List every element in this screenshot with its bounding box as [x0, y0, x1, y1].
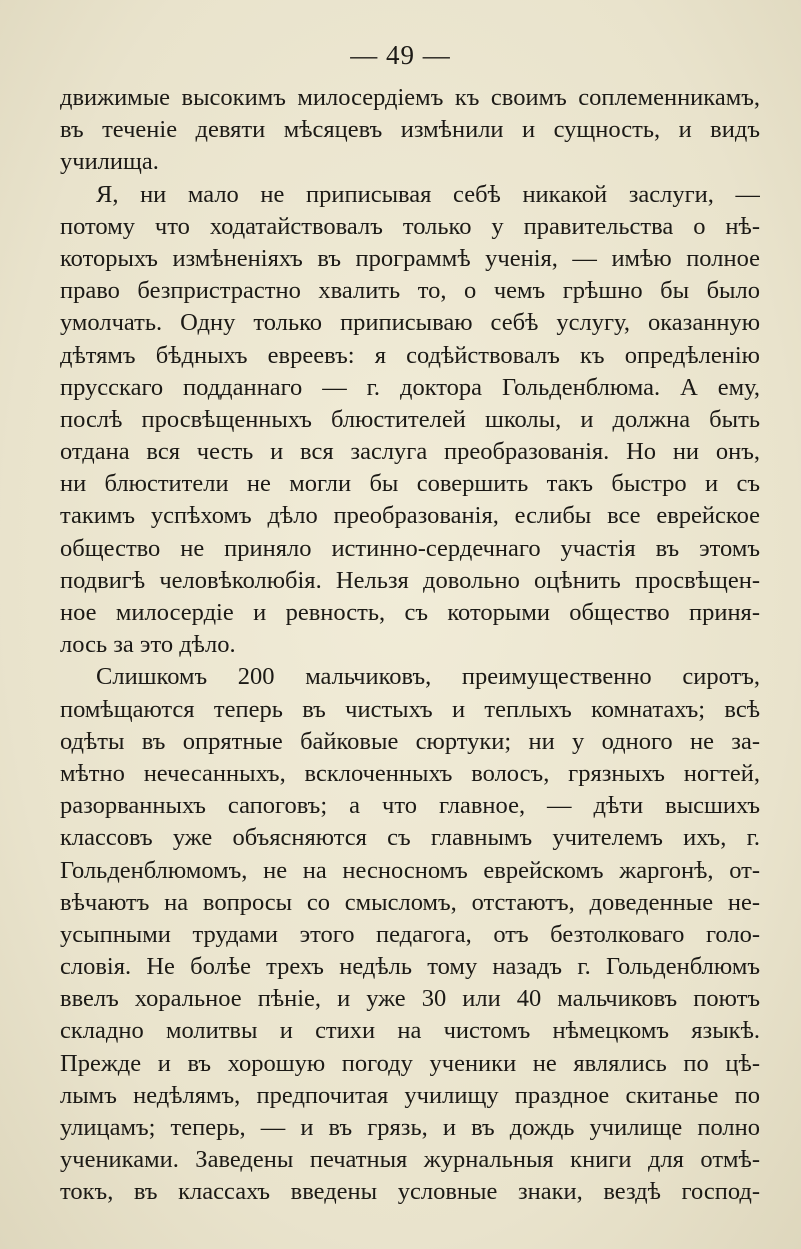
text-line: которыхъ измѣненіяхъ въ программѣ ученія, — имѣю полное: [60, 244, 760, 272]
text-line: одѣты въ опрятные байковые сюртуки; ни у одного не за-: [60, 727, 760, 755]
page-number: — 49 —: [350, 40, 451, 70]
text-line: общество не приняло истинно-сердечнаго участія въ этомъ: [60, 534, 760, 562]
text-line: потому что ходатайствовалъ только у правительства о нѣ-: [60, 212, 760, 240]
text-line: подвигѣ человѣколюбія. Нельзя довольно оцѣнить просвѣщен-: [60, 566, 760, 594]
text-line: отдана вся честь и вся заслуга преобразованія. Но ни онъ,: [60, 438, 760, 466]
text-line: умолчать. Одну только приписываю себѣ услугу, оказанную: [60, 309, 760, 337]
text-line: Я, ни мало не приписывая себѣ никакой заслуги, —: [96, 180, 760, 208]
text-line: лось за это дѣло.: [60, 631, 236, 659]
text-line: классовъ уже объясняются съ главнымъ учителемъ ихъ, г.: [60, 824, 760, 852]
text-line: помѣщаются теперь въ чистыхъ и теплыхъ комнатахъ; всѣ: [60, 695, 760, 723]
text-line: улицамъ; теперь, — и въ грязь, и въ дождь училище полно: [60, 1114, 760, 1141]
text-line: разорванныхъ сапоговъ; а что главное, — дѣти высшихъ: [60, 792, 760, 820]
text-line: словія. Не болѣе трехъ недѣль тому назадъ г. Гольденблюмъ: [60, 953, 760, 981]
text-line: Слишкомъ 200 мальчиковъ, преимущественно сиротъ,: [96, 663, 760, 691]
text-line: лымъ недѣлямъ, предпочитая училищу праздное скитанье по: [60, 1081, 760, 1109]
text-line: складно молитвы и стихи на чистомъ нѣмецкомъ языкѣ.: [60, 1017, 760, 1045]
text-line: ввелъ хоральное пѣніе, и уже 30 или 40 мальчиковъ поютъ: [60, 985, 760, 1013]
text-line: учениками. Заведены печатныя журнальныя книги для отмѣ-: [60, 1146, 760, 1174]
text-line: токъ, въ классахъ введены условные знаки, вездѣ господ-: [60, 1178, 760, 1206]
text-line: ное милосердіе и ревность, съ которыми общество приня-: [60, 599, 760, 626]
text-line: вѣчаютъ на вопросы со смысломъ, отстаютъ, доведенные не-: [60, 888, 760, 916]
text-line: усыпными трудами этого педагога, отъ безтолковаго голо-: [60, 920, 760, 948]
text-line: такимъ успѣхомъ дѣло преобразованія, еслибы все еврейское: [60, 502, 760, 530]
text-line: прусскаго подданнаго — г. доктора Гольденблюма. А ему,: [60, 373, 760, 401]
text-line: право безпристрастно хвалить то, о чемъ грѣшно бы было: [60, 277, 760, 305]
text-line: послѣ просвѣщенныхъ блюстителей школы, и должна быть: [60, 405, 760, 433]
text-line: въ теченіе девяти мѣсяцевъ измѣнили и сущность, и видъ: [60, 116, 760, 144]
text-line: училища.: [60, 148, 159, 176]
text-line: мѣтно нечесанныхъ, всклоченныхъ волосъ, грязныхъ ногтей,: [60, 759, 760, 787]
body-text: [60, 82, 760, 1209]
text-line: ни блюстители не могли бы совершить такъ быстро и съ: [60, 470, 760, 498]
text-line: дѣтямъ бѣдныхъ евреевъ: я содѣйствовалъ къ опредѣленію: [60, 341, 760, 369]
text-line: Гольденблюмомъ, не на несносномъ еврейскомъ жаргонѣ, от-: [60, 856, 760, 884]
text-line: Прежде и въ хорошую погоду ученики не являлись по цѣ-: [60, 1049, 760, 1077]
text-line: движимые высокимъ милосердіемъ къ своимъ соплеменникамъ,: [60, 84, 760, 111]
